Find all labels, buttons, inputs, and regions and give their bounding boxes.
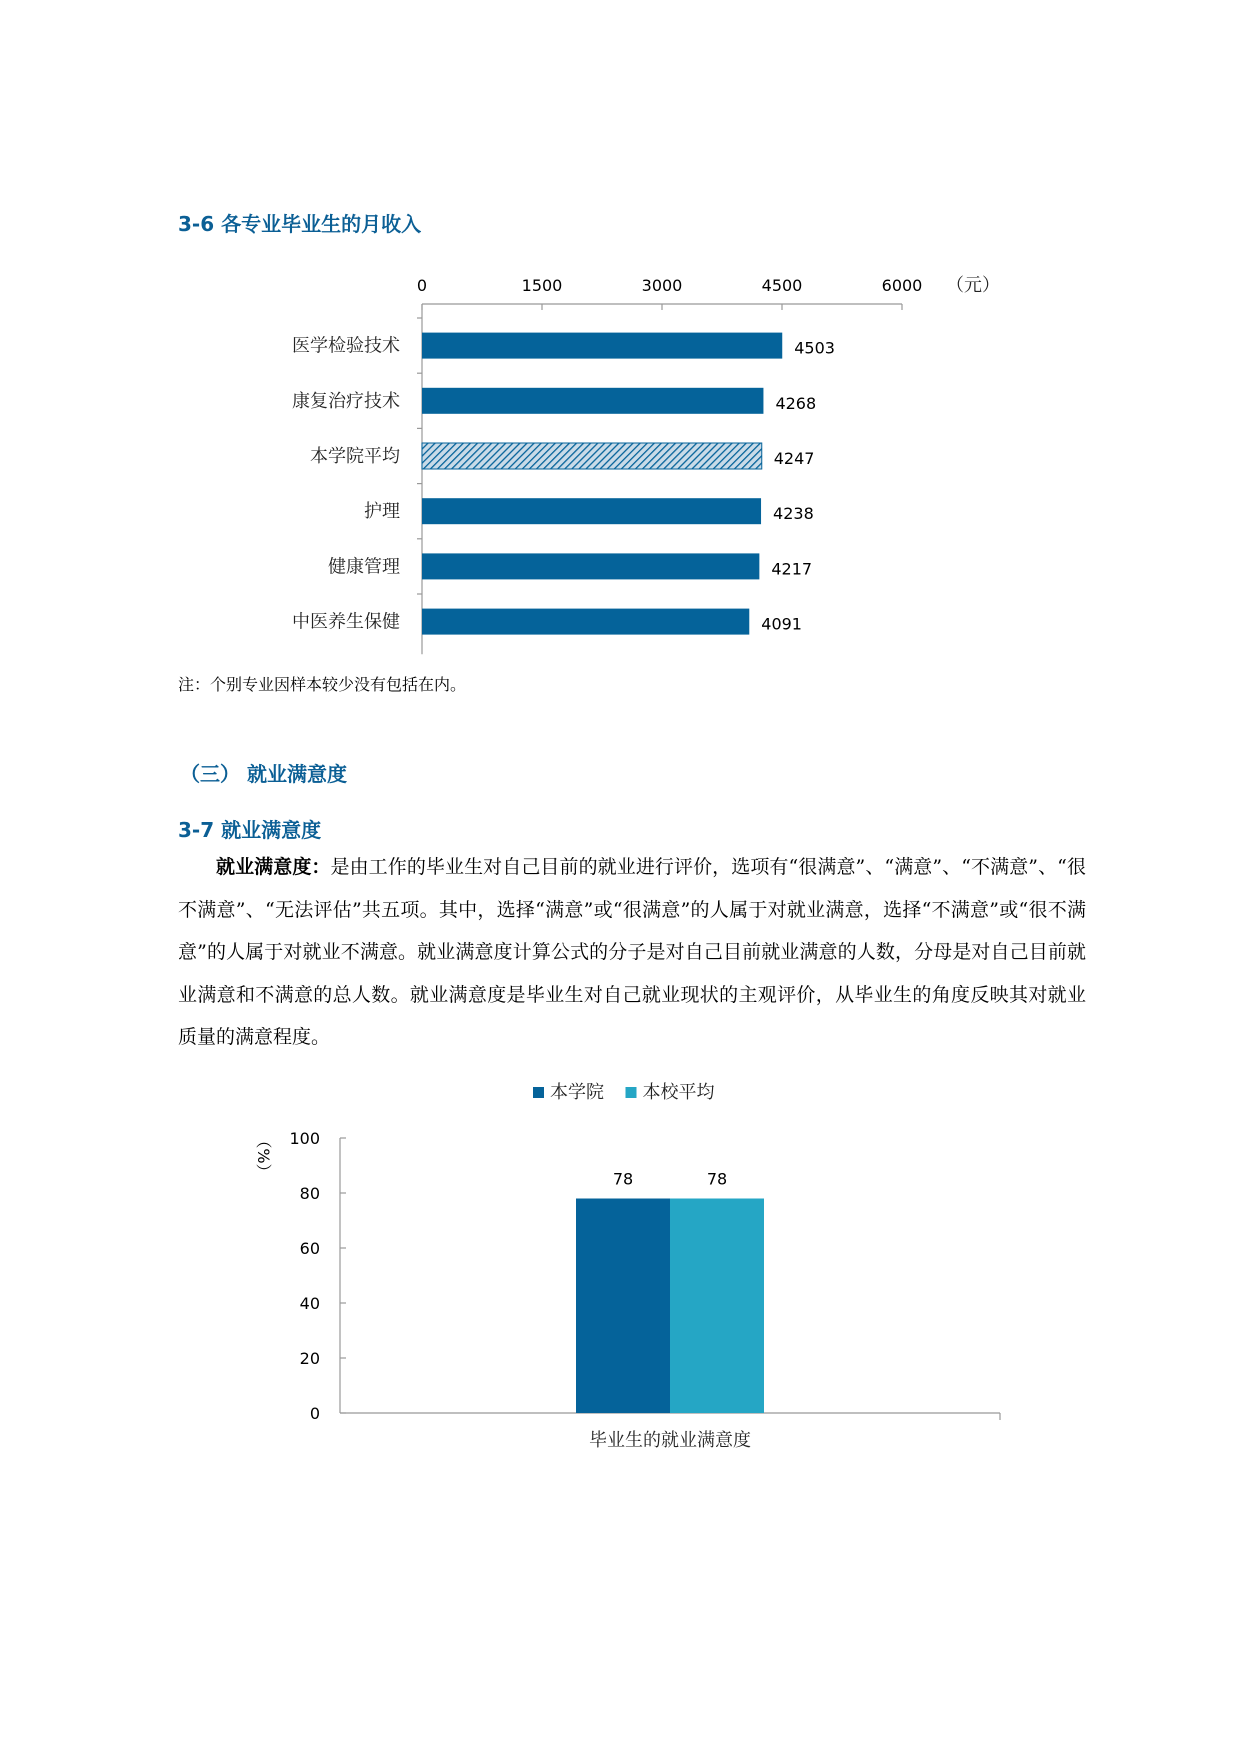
bar-college bbox=[576, 1199, 670, 1414]
legend-label: 本学院 bbox=[550, 1082, 604, 1103]
category-label: 毕业生的就业满意度 bbox=[589, 1430, 751, 1451]
y-tick-label: 20 bbox=[299, 1349, 320, 1368]
category-label: 健康管理 bbox=[328, 556, 400, 578]
y-tick-label: 80 bbox=[299, 1184, 320, 1203]
x-tick-label: 1500 bbox=[521, 276, 563, 295]
x-tick-label: 4500 bbox=[761, 276, 803, 295]
bar-average bbox=[422, 443, 762, 469]
bar bbox=[422, 498, 761, 524]
description-body: 是由工作的毕业生对自己目前的就业进行评价，选项有“很满意”、“满意”、“不满意”、“很不满意”、“无法评估”共五项。其中，选择“满意”或“很满意”的人属于对就业满意，选择“不满意”或“很不满意”的人属于对就业不满意。就业满意度计算公式的分子是对自己目前就业满意的人数，分母是对自己目前就业满意和不满意的总人数。就业满意度是毕业生对自己就业现状的主观评价，从毕业生的角度反映其对就业质量的满意程度。 bbox=[178, 856, 1086, 1048]
y-tick-label: 0 bbox=[309, 1404, 320, 1423]
bar-school-average bbox=[670, 1199, 764, 1414]
x-tick-label: 0 bbox=[416, 276, 428, 295]
figure-title-3-6: 3-6 各专业毕业生的月收入 bbox=[178, 212, 422, 236]
category-label: 中医养生保健 bbox=[292, 611, 400, 633]
category-label: 本学院平均 bbox=[310, 446, 400, 467]
legend-swatch bbox=[626, 1087, 637, 1098]
satisfaction-bar-chart bbox=[0, 1075, 1240, 1475]
figure-note: 注：个别专业因样本较少没有包括在内。 bbox=[178, 675, 467, 694]
data-label: 4217 bbox=[771, 559, 813, 579]
y-tick-label: 100 bbox=[289, 1129, 320, 1148]
term-satisfaction: 就业满意度： bbox=[216, 856, 331, 878]
data-label: 4247 bbox=[773, 449, 815, 468]
data-label: 78 bbox=[706, 1169, 728, 1189]
section-heading-satisfaction: （三） 就业满意度 bbox=[180, 762, 347, 786]
y-tick-label: 60 bbox=[299, 1239, 320, 1258]
income-bar-chart bbox=[0, 255, 1240, 655]
x-tick-label: 3000 bbox=[641, 276, 683, 295]
category-label: 护理 bbox=[364, 501, 400, 523]
category-label: 康复治疗技术 bbox=[292, 390, 400, 412]
bar bbox=[422, 388, 763, 414]
data-label: 4503 bbox=[794, 338, 835, 358]
data-label: 4238 bbox=[773, 504, 814, 524]
x-unit-label: （元） bbox=[946, 275, 1000, 296]
bar bbox=[422, 553, 759, 579]
legend-label: 本校平均 bbox=[642, 1082, 715, 1103]
x-tick-label: 6000 bbox=[881, 276, 923, 295]
category-label: 医学检验技术 bbox=[292, 335, 400, 357]
data-label: 4268 bbox=[775, 393, 817, 413]
legend-swatch bbox=[533, 1087, 544, 1098]
bar bbox=[422, 609, 749, 635]
y-tick-label: 40 bbox=[299, 1294, 320, 1313]
data-label: 78 bbox=[612, 1169, 634, 1189]
satisfaction-description bbox=[178, 846, 1086, 1059]
y-axis-label: （%） bbox=[254, 1132, 273, 1180]
data-label: 4091 bbox=[761, 614, 802, 634]
bar bbox=[422, 333, 782, 359]
figure-title-3-7: 3-7 就业满意度 bbox=[178, 818, 322, 842]
